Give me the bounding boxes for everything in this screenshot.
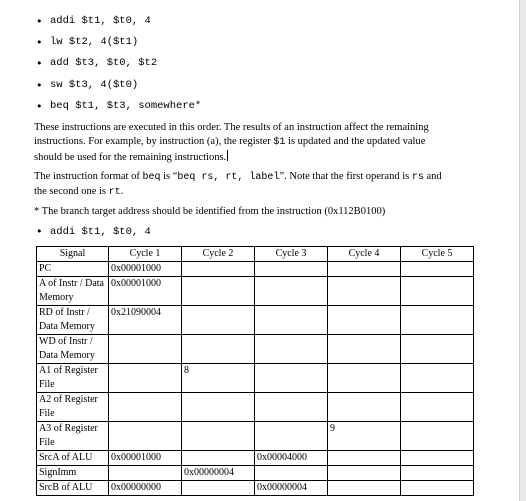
cycle-cell[interactable] [328,262,401,277]
header-cycle-4: Cycle 4 [328,247,401,262]
paragraph-text: The instruction format of [34,171,143,182]
signal-label: SignImm [37,466,109,481]
header-signal: Signal [37,247,109,262]
cycle-cell[interactable]: 0x00001000 [109,262,182,277]
cycle-cell[interactable]: 8 [182,364,255,393]
signal-label: A of Instr / Data Memory [37,277,109,306]
cycle-cell[interactable] [328,466,401,481]
cycle-cell[interactable] [255,306,328,335]
header-cycle-2: Cycle 2 [182,247,255,262]
cycle-cell[interactable] [109,422,182,451]
vertical-scrollbar[interactable] [519,0,526,501]
cycle-cell[interactable] [328,393,401,422]
cycle-cell[interactable] [328,364,401,393]
cycle-cell[interactable]: 0x00001000 [109,277,182,306]
cycle-cell[interactable] [401,422,474,451]
table-row [37,306,474,335]
cycle-cell[interactable] [328,277,401,306]
signal-label: PC [37,262,109,277]
paragraph-text: ”. Note that the first operand is [279,171,412,182]
cycle-cell[interactable] [182,335,255,364]
cycle-cell[interactable] [401,335,474,364]
register-name: $1 [273,137,286,148]
table-row [37,481,474,496]
cycle-cell[interactable] [109,466,182,481]
signal-label: SrcA of ALU [37,451,109,466]
instruction-item: • addi $t1, $t0, 4 [50,11,201,32]
cycle-cell[interactable] [182,393,255,422]
cycle-cell[interactable] [328,481,401,496]
cycle-cell[interactable] [182,277,255,306]
cycle-cell[interactable]: 0x00000004 [255,481,328,496]
cycle-cell[interactable] [109,393,182,422]
cycle-cell[interactable] [255,335,328,364]
cycle-cell[interactable] [255,422,328,451]
instruction-item: • sw $t3, 4($t0) [50,75,201,96]
table-row [37,335,474,364]
cycle-cell[interactable] [328,306,401,335]
instruction-item: • lw $t2, 4($t1) [50,32,201,53]
cycle-cell[interactable] [401,306,474,335]
instruction-item: • add $t3, $t0, $t2 [50,53,201,74]
signal-label: A1 of Register File [37,364,109,393]
cycle-cell[interactable]: 0x00001000 [109,451,182,466]
paragraph-text: is updated and the updated value should be used for the remaining instructions. [34,136,426,163]
text-cursor [227,150,228,161]
table-row [37,393,474,422]
operand-rs: rs [411,172,424,183]
cycle-cell[interactable] [401,393,474,422]
table-row [37,451,474,466]
signal-label: A2 of Register File [37,393,109,422]
cycle-cell[interactable]: 9 [328,422,401,451]
cycle-cell[interactable] [255,262,328,277]
cycle-cell[interactable] [109,335,182,364]
cycle-cell[interactable] [255,393,328,422]
cycle-cell[interactable] [255,466,328,481]
paragraph-text: and the second one is [34,171,442,197]
paragraph-text: . [120,186,124,197]
instruction-item: • beq $t1, $t3, somewhere* [50,96,201,117]
cycle-cell[interactable] [255,364,328,393]
cycle-cell[interactable] [182,262,255,277]
cycle-cell[interactable] [182,451,255,466]
cycle-cell[interactable]: 0x00000000 [109,481,182,496]
table-header-row [37,247,474,262]
table-row [37,277,474,306]
signal-label: RD of Instr / Data Memory [37,306,109,335]
paragraph-text: These instructions are executed in this order. The results of an instruction affect the remaining instructions. For example, by instruction (a), the register [34,122,429,147]
cycle-cell[interactable]: 0x21090004 [109,306,182,335]
cycle-cell[interactable] [182,306,255,335]
opcode-name: beq [142,172,161,183]
operand-rt: rt [108,187,121,198]
cycle-cell[interactable] [182,422,255,451]
cycle-cell[interactable] [401,262,474,277]
cycle-cell[interactable] [255,277,328,306]
table-row [37,466,474,481]
cycle-cell[interactable] [401,277,474,306]
table-row [37,262,474,277]
cycle-cell[interactable] [401,481,474,496]
cycle-cell[interactable] [328,335,401,364]
branch-note: * The branch target address should be identified from the instruction (0x112B0100) [34,206,386,217]
cycle-cell[interactable] [182,481,255,496]
format-string: beq rs, rt, label [177,172,280,183]
signal-label: WD of Instr / Data Memory [37,335,109,364]
signal-label: A3 of Register File [37,422,109,451]
cycle-cell[interactable] [109,364,182,393]
header-cycle-1: Cycle 1 [109,247,182,262]
cycle-cell[interactable] [401,451,474,466]
table-row [37,364,474,393]
paragraph-beq-format [34,170,444,200]
cycle-cell[interactable]: 0x00000004 [182,466,255,481]
paragraph-execution-order[interactable] [34,121,444,165]
cycle-cell[interactable]: 0x00004000 [255,451,328,466]
paragraph-text: is “ [160,171,178,182]
instruction-list [50,11,201,117]
cycle-cell[interactable] [401,466,474,481]
header-cycle-3: Cycle 3 [255,247,328,262]
header-cycle-5: Cycle 5 [401,247,474,262]
current-instruction: • addi $t1, $t0, 4 [50,223,151,241]
cycle-cell[interactable] [401,364,474,393]
signal-label: SrcB of ALU [37,481,109,496]
cycle-table [36,246,474,496]
table-row [37,422,474,451]
cycle-cell[interactable] [328,451,401,466]
